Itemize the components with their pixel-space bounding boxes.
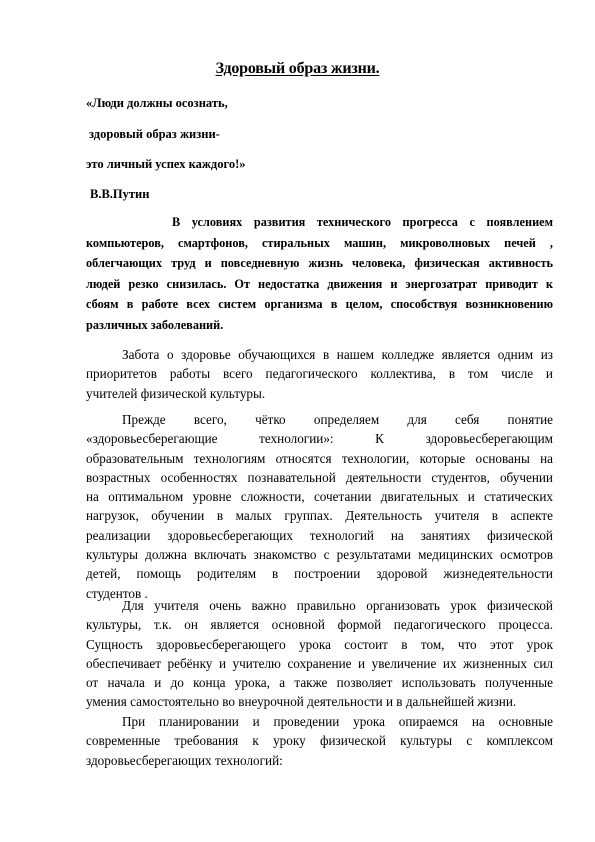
intro-line: облегчающих труд и повседневную жизнь человека, физическая активность [86,256,553,270]
paragraph-line: приоритетов работы всего педагогического коллектива, в том числе и [86,366,553,382]
intro-paragraph [86,212,553,335]
intro-line: компьютеров, смартфонов, стиральных машин, микроволновых печей , [86,235,553,250]
intro-line: различных заболеваний. [86,317,224,332]
paragraph-line: образовательным технологиям относятся технологии, которые основаны на [86,450,553,466]
paragraph-2 [86,410,553,603]
quote-line-2: здоровый образ жизни- [89,127,220,141]
intro-line: В условиях развития технического прогресса с появлением [172,215,553,229]
paragraph-line: Прежде всего, чётко определяем для себя понятие [122,412,553,427]
paragraph-line: современные требования к уроку физической культуры с комплексом [86,733,553,749]
paragraph-4 [86,712,553,770]
paragraph-line: на оптимальном уровне сложности, сочетании двигательных и статических [86,489,553,505]
quote-line-3: это личный успех каждого!» [86,157,246,171]
page-title: Здоровый образ жизни. [215,60,380,77]
paragraph-line: Для учителя очень важно правильно организовать урок физической [122,598,553,613]
paragraph-line: обеспечивает ребёнку и учителю сохранение и увеличение их жизненных сил [86,655,553,671]
paragraph-line: нагрузок, обучении в малых группах. Деятельность учителя в аспекте [86,508,553,524]
paragraph-line: от начала и до конца урока, а также позволяет использовать полученные [86,675,553,691]
paragraph-line: умения самостоятельно во внеурочной деятельности и в дальнейшей жизни. [86,694,517,710]
paragraph-line: детей, помощь родителям в построении здоровой жизнедеятельности [86,566,553,582]
paragraph-line: «здоровьесберегающие технологии»: К здоровьесберегающим [86,431,553,447]
paragraph-line: здоровьесберегающих технологий: [86,752,283,768]
paragraph-line: учителей физической культуры. [86,385,266,401]
paragraph-line: реализации здоровьесберегающих технологий на занятиях физической [86,527,553,543]
paragraph-line: культуры, т.к. он является основной формой педагогического процесса. [86,617,553,633]
intro-line: людей резко снизилась. От недостатка движения и энергозатрат приводит к [86,276,553,291]
paragraph-3 [86,596,553,712]
paragraph-line: Забота о здоровье обучающихся в нашем колледже является одним из [122,347,553,362]
paragraph-1 [86,345,553,403]
paragraph-line: культуры должна включать знакомство с результатами медицинских осмотров [86,547,553,563]
paragraph-line: студентов . [86,585,148,601]
intro-line: сбоям в работе всех систем организма в целом, способствуя возникновению [86,297,553,311]
paragraph-line: При планировании и проведении урока опираемся на основные [122,714,553,729]
paragraph-line: возрастных особенностях познавательной деятельности студентов, обучении [86,469,553,485]
quote-author: В.В.Путин [90,187,150,201]
quote-line-1: «Люди должны осознать, [86,96,228,110]
paragraph-line: Сущность здоровьесберегающего урока состоит в том, что этот урок [86,636,553,652]
